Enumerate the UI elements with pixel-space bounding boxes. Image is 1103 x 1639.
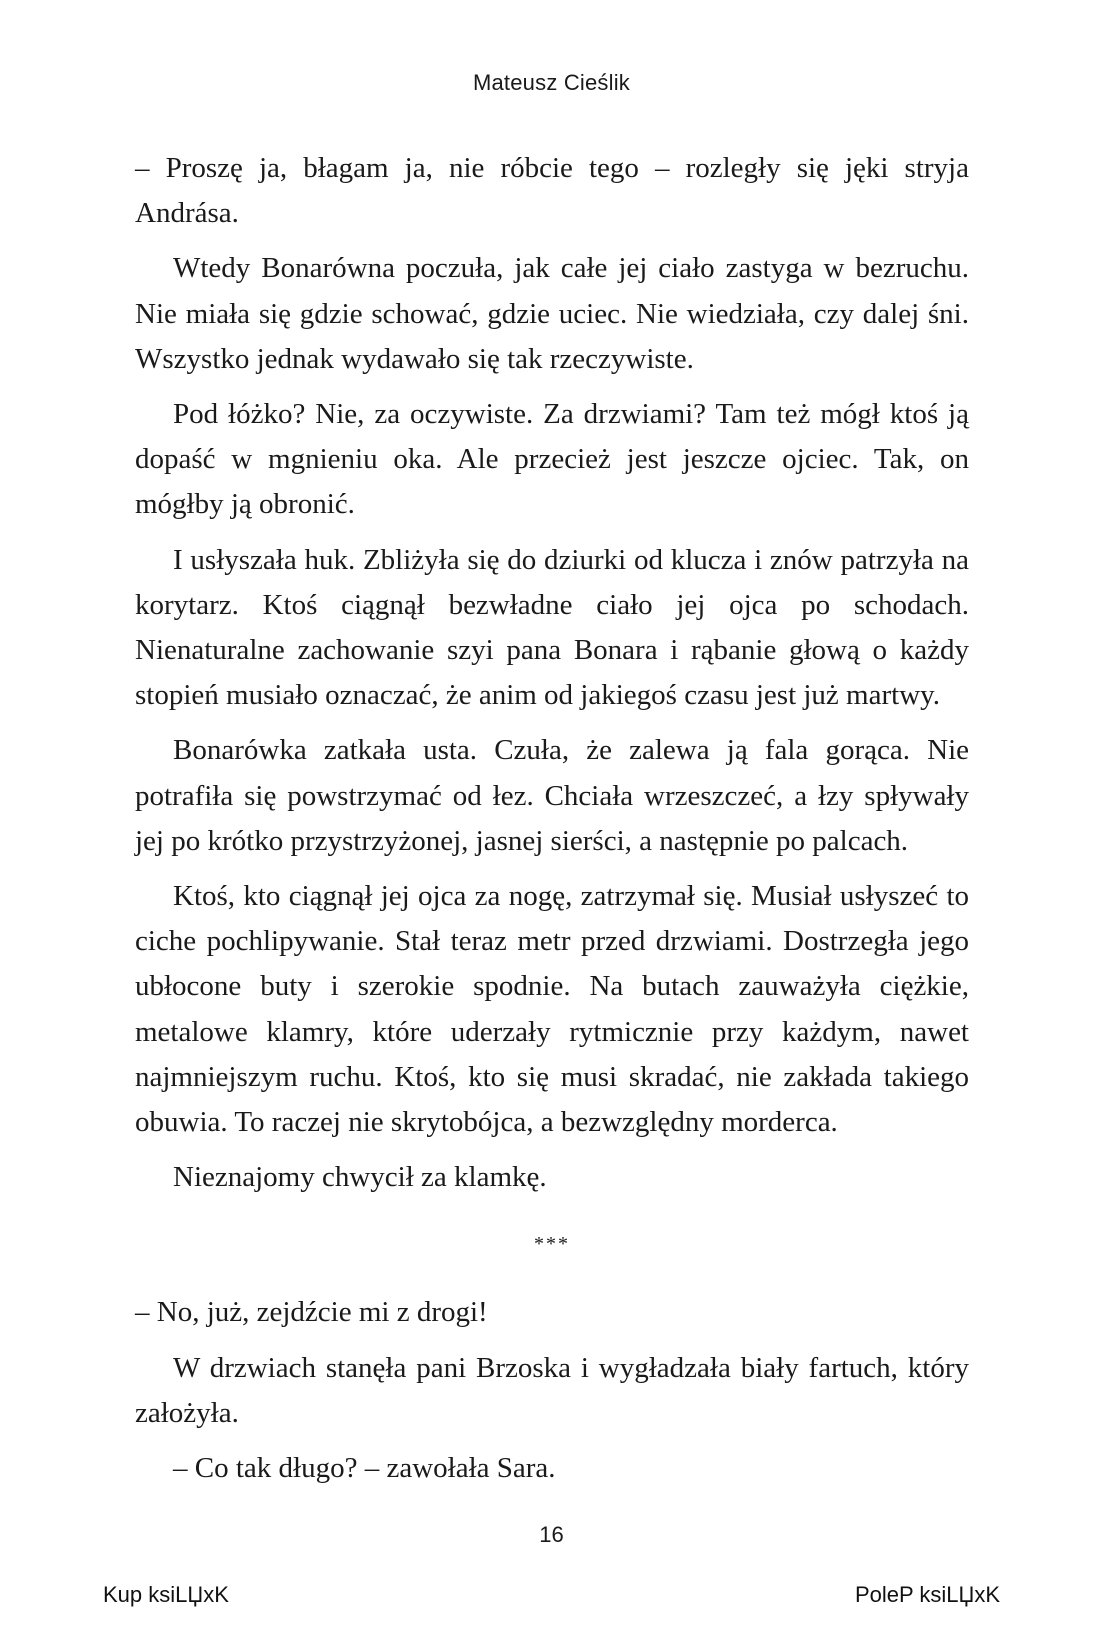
paragraph-3: Pod łóżko? Nie, za oczywiste. Za drzwiami? Tam też mógł ktoś ją dopaść w mgnieniu oka. Ale przecież jest jeszcze ojciec. Tak, on mógłby ją obronić. [135,398,969,521]
paragraph-5: Bonarówka zatkała usta. Czuła, że zalewa ją fala gorąca. Nie potrafiła się powstrzymać od łez. Chciała wrzeszczeć, a łzy spływały jej po krótko przystrzyżonej, jasnej sierści, a następnie po palcach. [135,734,969,857]
paragraph-1: – Proszę ja, błagam ja, nie róbcie tego – rozległy się jęki stryja Andrása. [135,152,969,230]
page-body [135,146,969,1491]
paragraph-9: W drzwiach stanęła pani Brzoska i wygładzała biały fartuch, który założyła. [135,1351,969,1429]
paragraph-10: – Co tak długo? – zawołała Sara. [173,1452,556,1485]
paragraph-2: Wtedy Bonarówna poczuła, jak całe jej ciało zastyga w bezruchu. Nie miała się gdzie schować, gdzie uciec. Nie wiedziała, czy dalej śni. Wszystko jednak wydawało się tak rzeczywiste. [135,252,969,375]
scene-break-separator: *** [534,1233,570,1256]
paragraph-8: – No, już, zejdźcie mi z drogi! [135,1296,488,1329]
running-header-author: Mateusz Cieślik [472,70,631,95]
paragraph-6: Ktoś, kto ciągnął jej ojca za nogę, zatrzymał się. Musiał usłyszeć to ciche pochlipywanie. Stał teraz metr przed drzwiami. Dostrzegła jego ubłocone buty i szerokie spodnie. Na butach zauważyła ciężkie, metalowe klamry, które uderzały rytmicznie przy każdym, nawet najmniejszym ruchu. Ktoś, kto się musi skradać, nie zakłada takiego obuwia. To raczej nie skrytobójca, a bezwzględny morderca. [135,880,969,1139]
buy-book-link[interactable]: Kup ksiLЏxK [103,1582,229,1607]
paragraph-7: Nieznajomy chwycił za klamkę. [173,1161,547,1194]
page-number: 16 [539,1522,564,1547]
recommend-book-link[interactable]: PoleP ksiLЏxK [854,1582,1000,1607]
paragraph-4: I usłyszała huk. Zbliżyła się do dziurki od klucza i znów patrzyła na korytarz. Ktoś ciągnął bezwładne ciało jej ojca po schodach. Nienaturalne zachowanie szyi pana Bonara i rąbanie głową o każdy stopień musiało oznaczać, że anim od jakiegoś czasu jest już martwy. [135,543,969,712]
